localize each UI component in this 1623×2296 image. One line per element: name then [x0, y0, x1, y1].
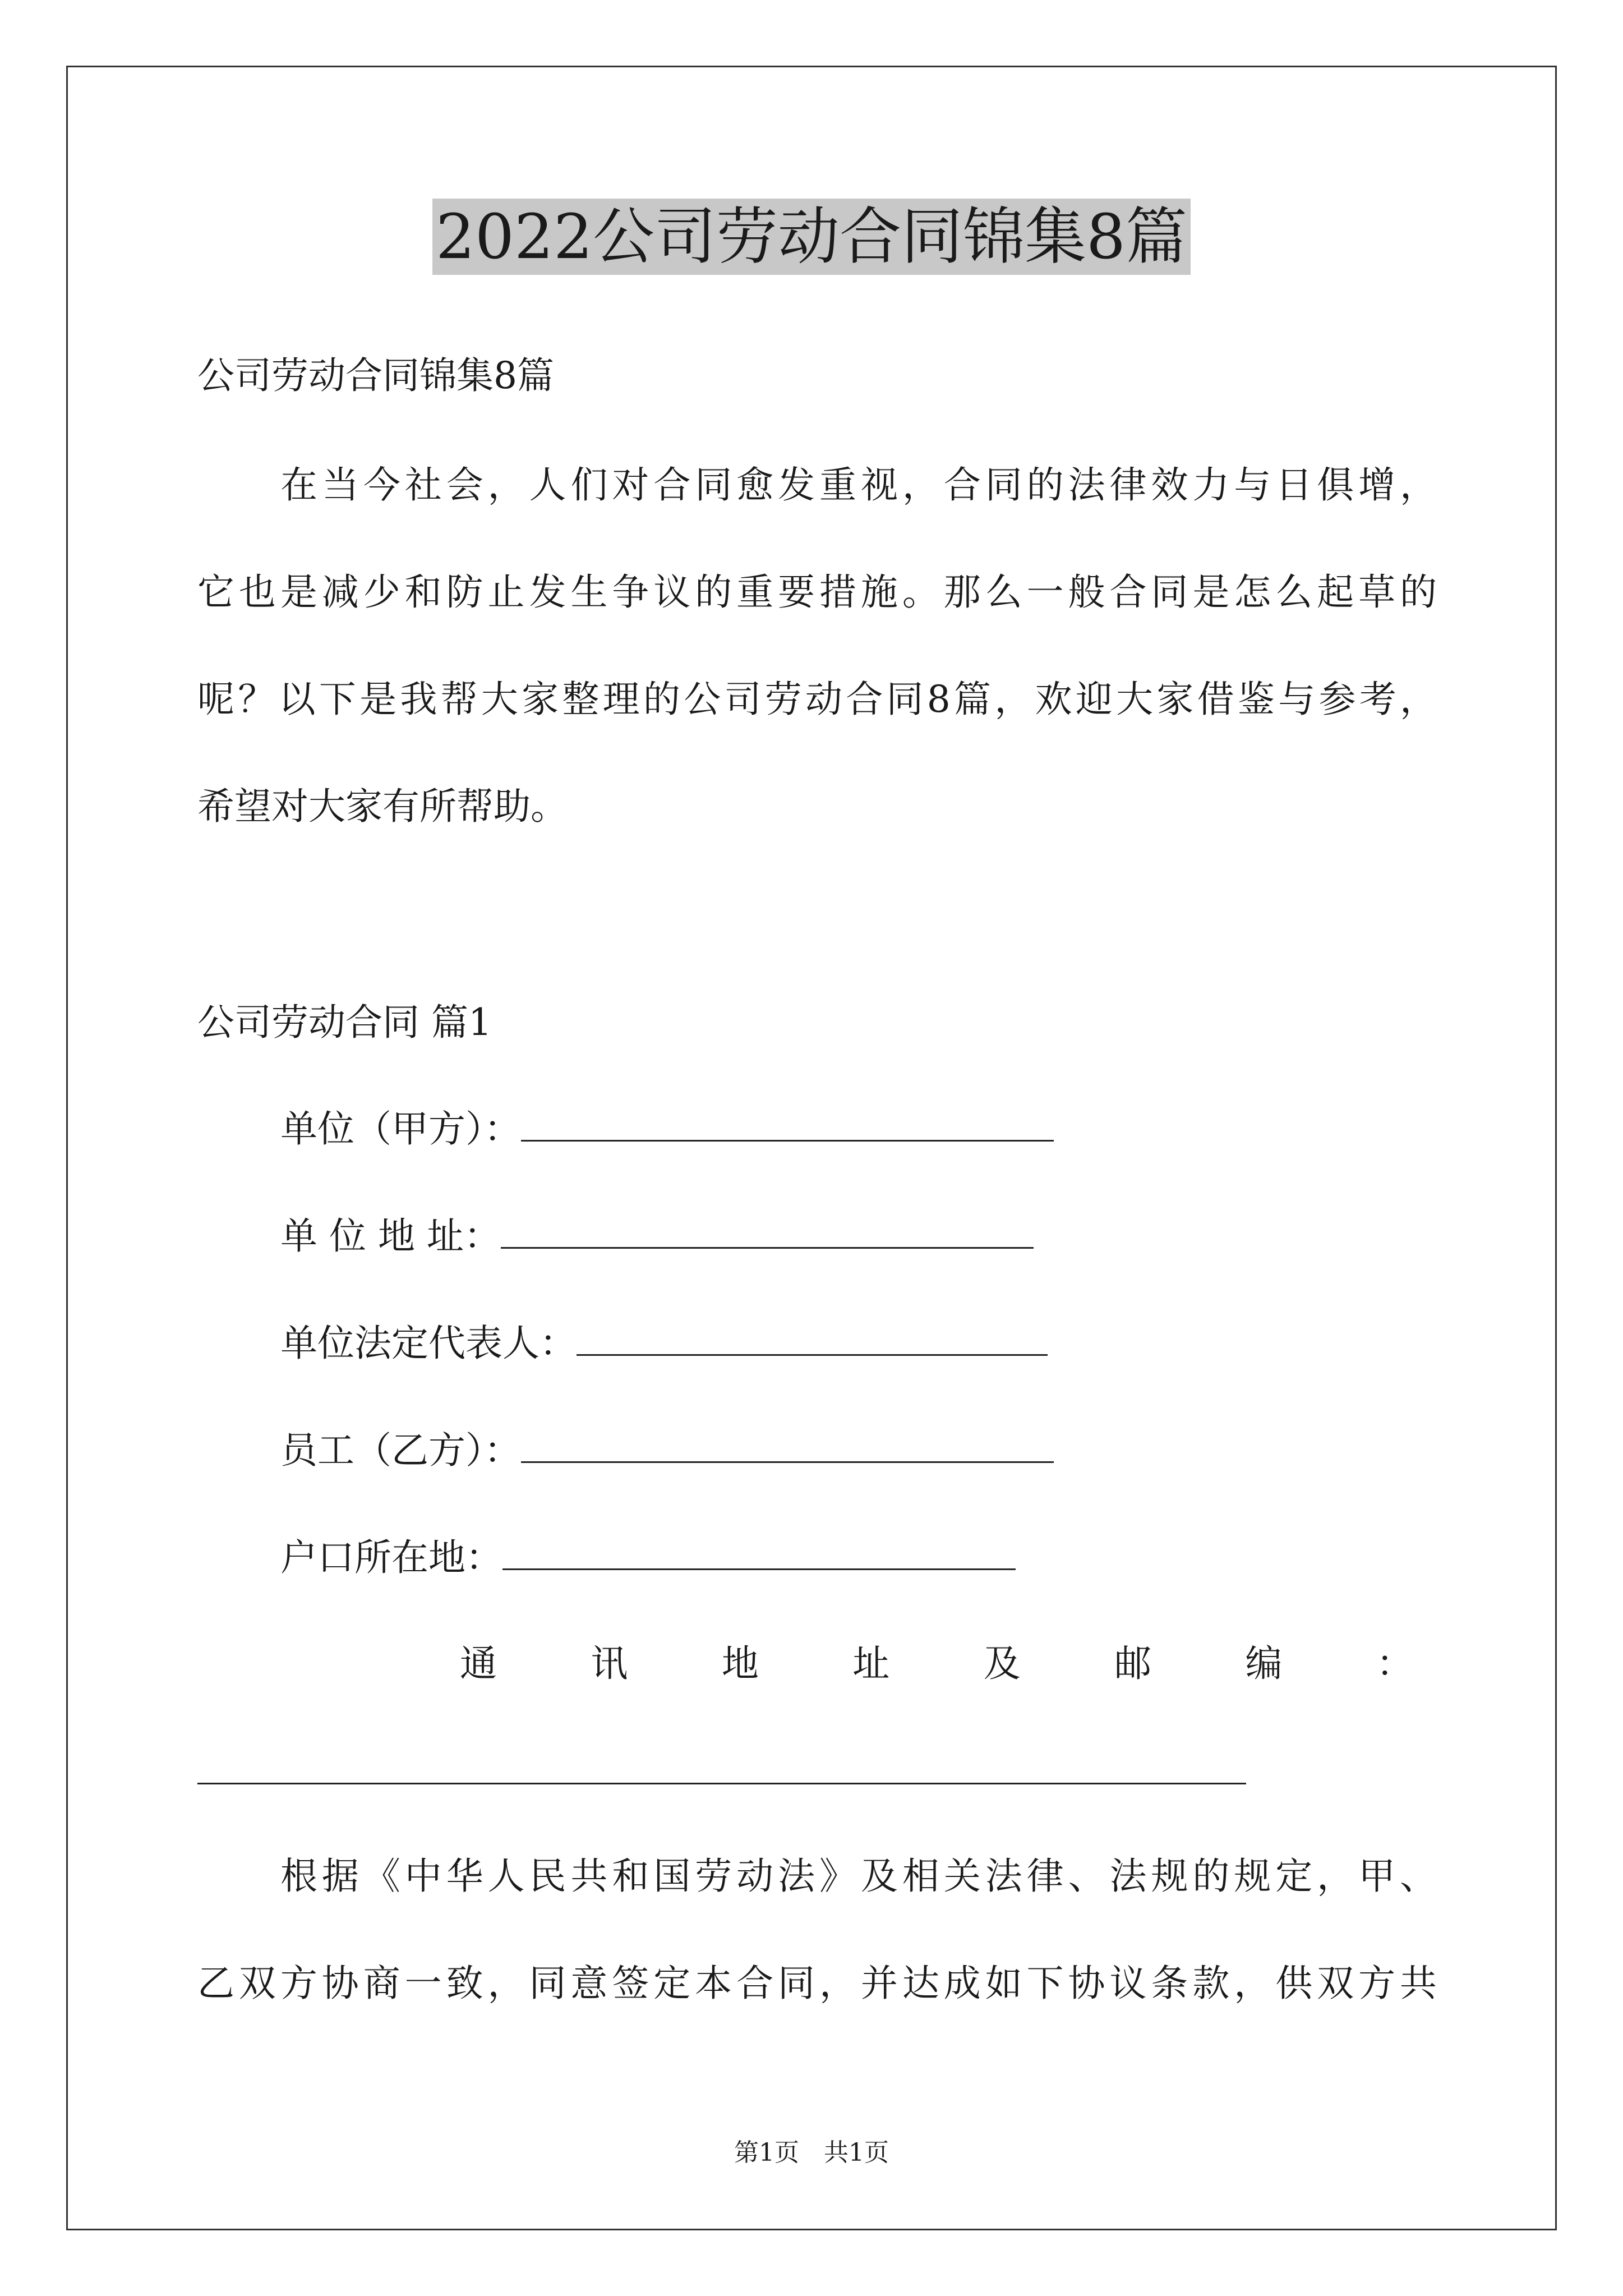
- employer-label: 单位（甲方）：: [280, 1107, 521, 1151]
- legal-rep-label: 单位法定代表人：: [280, 1322, 577, 1365]
- hukou-input-line[interactable]: [502, 1531, 1016, 1570]
- hukou-field: [280, 1531, 1016, 1583]
- postal-char: 编: [1245, 1642, 1283, 1685]
- postal-address-input-line[interactable]: [197, 1783, 1246, 1784]
- postal-char: 地: [721, 1642, 759, 1685]
- intro-line-3: 呢？以下是我帮大家整理的公司劳动合同8篇，欢迎大家借鉴与参考，: [197, 678, 1437, 721]
- address-input-line[interactable]: [501, 1210, 1034, 1249]
- body-line-2: 乙双方协商一致，同意签定本合同，并达成如下协议条款，供双方共: [197, 1962, 1437, 2005]
- document-title-text: 2022公司劳动合同锦集8篇: [432, 199, 1191, 275]
- employer-input-line[interactable]: [521, 1103, 1054, 1142]
- employee-field: [280, 1424, 1054, 1476]
- address-label: 单 位 地 址：: [280, 1214, 501, 1258]
- hukou-label: 户口所在地：: [280, 1536, 502, 1579]
- employer-field: [280, 1103, 1054, 1154]
- intro-line-4: 希望对大家有所帮助。: [197, 785, 568, 828]
- postal-char: ：: [1376, 1642, 1413, 1685]
- postal-char: 邮: [1114, 1642, 1152, 1685]
- employee-input-line[interactable]: [521, 1424, 1054, 1463]
- intro-line-1: 在当今社会，人们对合同愈发重视，合同的法律效力与日俱增，: [280, 463, 1437, 507]
- legal-rep-field: [280, 1317, 1048, 1369]
- section-heading: 公司劳动合同 篇1: [197, 1001, 492, 1044]
- employee-label: 员工（乙方）：: [280, 1429, 521, 1472]
- legal-rep-input-line[interactable]: [577, 1317, 1048, 1356]
- postal-char: 址: [852, 1642, 890, 1685]
- page-footer: 第1页 共1页: [734, 2138, 889, 2167]
- postal-char: 通: [460, 1642, 497, 1685]
- document-subtitle: 公司劳动合同锦集8篇: [197, 354, 554, 397]
- body-line-1: 根据《中华人民共和国劳动法》及相关法律、法规的规定，甲、: [280, 1855, 1437, 1898]
- address-field: [280, 1210, 1034, 1262]
- document-title: [0, 197, 1623, 276]
- postal-char: 讯: [591, 1642, 628, 1685]
- intro-line-2: 它也是减少和防止发生争议的重要措施。那么一般合同是怎么起草的: [197, 570, 1437, 614]
- postal-address-label: [460, 1639, 1413, 1689]
- postal-char: 及: [983, 1642, 1021, 1685]
